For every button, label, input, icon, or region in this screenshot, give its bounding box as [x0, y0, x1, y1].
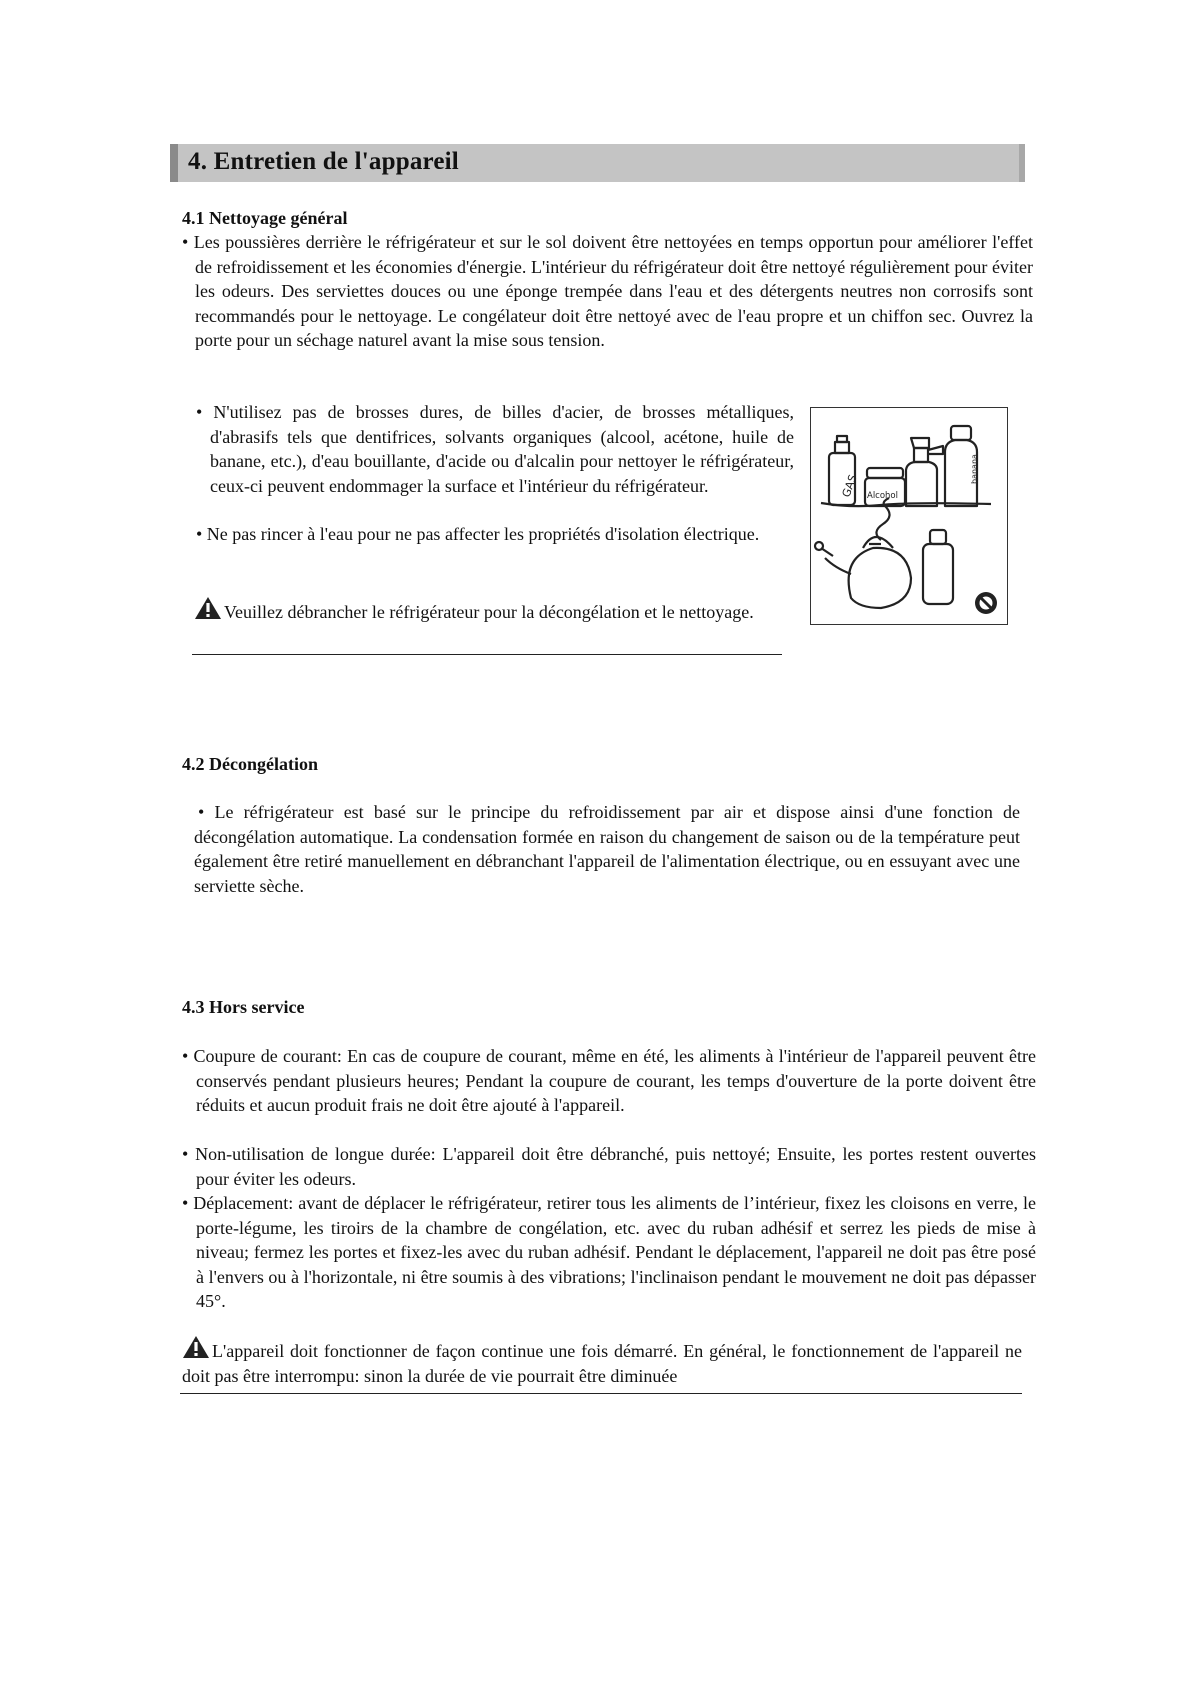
gas-label: GAS [839, 472, 860, 500]
cleaning-intro-paragraph [182, 230, 1033, 353]
unplug-warning [194, 596, 780, 625]
defrost-paragraph [194, 800, 1020, 898]
moving-text: • Déplacement: avant de déplacer le réfrigérateur, retirer tous les aliments de l’intérieur, fixez les cloisons en verre, le porte-légume, les tiroirs de la chambre de congélation, etc. avec du ruban adhésif et serrez les pieds de mise à niveau; fermez les portes et fixez-les avec du ruban adhésif. Pendant le déplacement, l'appareil ne doit pas être posé à l'envers ou à l'horizontale, ni être soumis à des vibrations; l'inclinaison pendant le mouvement ne doit pas dépasser 45°. [182, 1193, 1036, 1311]
unplug-warning-text: Veuillez débrancher le réfrigérateur pour la décongélation et le nettoyage. [224, 602, 754, 622]
chapter-title: 4. Entretien de l'appareil [188, 148, 459, 175]
long-term-text: • Non-utilisation de longue durée: L'appareil doit être débranché, puis nettoyé; Ensuite, les portes restent ouvertes pour éviter les odeurs. [182, 1144, 1036, 1189]
prohibited-sign-icon [975, 592, 997, 614]
moving-bullet [182, 1191, 1036, 1314]
banana-oil-label: banana [970, 454, 979, 484]
section-heading-out-of-service: 4.3 Hors service [182, 997, 305, 1017]
cleaning-bullet-no-abrasives [196, 400, 794, 498]
warning-underline [192, 654, 782, 655]
warning-triangle-icon [182, 1335, 210, 1359]
cleaning-products-illustration [810, 407, 1008, 625]
warning-triangle-icon [194, 596, 222, 620]
warning-underline-bottom [180, 1393, 1022, 1394]
chapter-header [170, 144, 1025, 182]
section-heading-defrost: 4.2 Décongélation [182, 754, 318, 774]
section-heading-cleaning: 4.1 Nettoyage général [182, 208, 348, 228]
no-abrasives-text: • N'utilisez pas de brosses dures, de billes d'acier, de brosses métalliques, d'abrasifs tels que dentifrices, solvants organiques (alcool, acétone, huile de banane, etc.), d'eau bouillante, d'acide ou d'alcalin pour nettoyer le réfrigérateur, ceux-ci peuvent endommager la surface et l'intérieur du réfrigérateur. [196, 402, 794, 496]
no-rinse-text: • Ne pas rincer à l'eau pour ne pas affecter les propriétés d'isolation électrique. [196, 524, 760, 544]
prohibited-products-drawing [811, 408, 1009, 626]
power-cut-bullet [182, 1044, 1036, 1118]
continuous-operation-text: L'appareil doit fonctionner de façon continue une fois démarré. En général, le fonctionnement de l'appareil ne doit pas être interrompu: sinon la durée de vie pourrait être diminuée [182, 1341, 1022, 1386]
alcohol-label: Alcohol [867, 491, 898, 501]
cleaning-bullet-no-rinse [196, 522, 794, 547]
defrost-text: • Le réfrigérateur est basé sur le principe du refroidissement par air et dispose ainsi d'une fonction de décongélation automatique. La condensation formée en raison du changement de saison ou de la température peut également être retiré manuellement en débranchant l'appareil de l'alimentation électrique, ou en essuyant avec une serviette sèche. [194, 802, 1020, 896]
long-term-bullet [182, 1142, 1036, 1191]
cleaning-intro-text: • Les poussières derrière le réfrigérateur et sur le sol doivent être nettoyées en temps opportun pour améliorer l'effet de refroidissement et les économies d'énergie. L'intérieur du réfrigérateur doit être nettoyé régulièrement pour éviter les odeurs. Des serviettes douces ou une éponge trempée dans l'eau et des détergents neutres non corrosifs sont recommandés pour le nettoyage. Le congélateur doit être nettoyé avec de l'eau propre et un chiffon sec. Ouvrez la porte pour un séchage naturel avant la mise sous tension. [182, 232, 1033, 350]
continuous-operation-warning [182, 1335, 1022, 1388]
power-cut-text: • Coupure de courant: En cas de coupure de courant, même en été, les aliments à l'intérieur de l'appareil peuvent être conservés pendant plusieurs heures; Pendant la coupure de courant, les temps d'ouverture de la porte doivent être réduits et aucun produit frais ne doit être ajouté à l'appareil. [182, 1046, 1036, 1115]
